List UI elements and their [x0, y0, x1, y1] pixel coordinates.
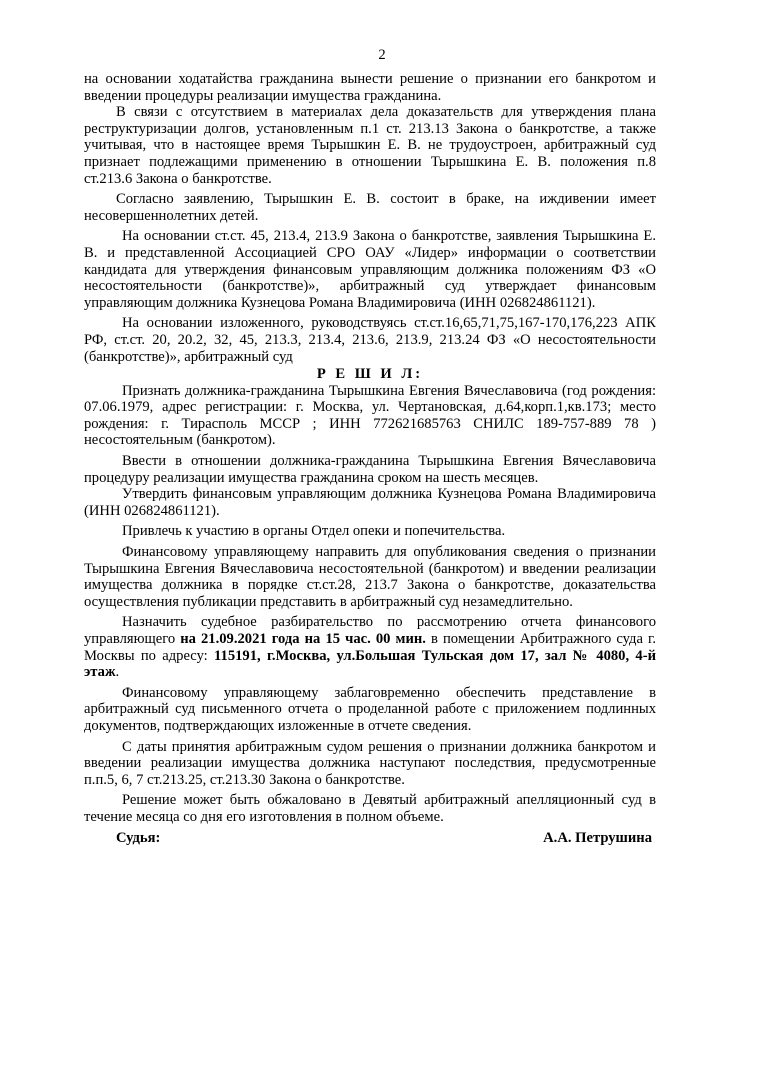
paragraph-family: Согласно заявлению, Тырышкин Е. В. состоит в браке, на иждивении имеет несовершеннолетних детей. — [84, 191, 656, 224]
paragraph-approve-manager: Утвердить финансовым управляющим должника Кузнецова Романа Владимировича (ИНН 026824861121). — [84, 486, 656, 519]
document-body — [84, 71, 656, 826]
paragraph-guardianship: Привлечь к участию в органы Отдел опеки и попечительства. — [122, 523, 506, 540]
paragraph-manager-approval: На основании ст.ст. 45, 213.4, 213.9 Закона о банкротстве, заявления Тырышкина Е. В. и представленной Ассоциацией СРО ОАУ «Лидер» информации о соответствии кандидата для утверждения финансовым управляющим должника положениям ФЗ «О несостоятельности (банкротстве)», арбитражный суд утверждает финансовым управляющим должника Кузнецова Романа Владимировича (ИНН 026824861121). — [84, 228, 656, 311]
signature-block — [116, 830, 652, 847]
paragraph-restructuring: В связи с отсутствием в материалах дела доказательств для утверждения плана реструктуризации долгов, установленным п.1 ст. 213.13 Закона о банкротстве, а также учитывая, что в настоящее время Тырышкин Е. В. не трудоустроен, арбитражный суд признает подлежащими применению в отношении Тырышкина Е. В. положения п.8 ст.213.6 Закона о банкротстве. — [84, 104, 656, 187]
paragraph-consequences: С даты принятия арбитражным судом решения о признании должника банкротом и введении реализации имущества должника наступают последствия, предусмотренные п.п.5, 6, 7 ст.213.25, ст.213.30 Закона о банкротстве. — [84, 738, 656, 788]
hearing-text-e: . — [115, 664, 120, 681]
paragraph-declare-bankrupt: Признать должника-гражданина Тырышкина Евгения Вячеславовича (год рождения: 07.06.1979, адрес регистрации: г. Москва, ул. Чертановская, д.64,корп.1,кв.173; место рождения: г. Тирасполь МССР ; ИНН 772621685763 СНИЛС 189-757-889 78 ) несостоятельным (банкротом). — [84, 382, 656, 449]
paragraph-publication: Финансовому управляющему направить для опубликования сведения о признании Тырышкина Евгения Вячеславовича несостоятельной (банкротом) и введении реализации имущества должника в порядке ст.ст.28, 213.7 Закона о банкротстве, доказательства осуществления публикации представить в арбитражный суд незамедлительно. — [84, 544, 656, 610]
resolved-heading: Р Е Ш И Л: — [316, 366, 424, 383]
paragraph-hearing — [84, 614, 656, 680]
paragraph-introduce-procedure: Ввести в отношении должника-гражданина Тырышкина Евгения Вячеславовича процедуру реализации имущества гражданина сроком на шесть месяцев. — [84, 453, 656, 486]
hearing-text-c: в помещении Арбитражного суда г. Москвы по адресу: — [84, 631, 656, 664]
hearing-text-a: Назначить судебное разбирательство по рассмотрению отчета финансового управляющего — [84, 614, 656, 647]
page-number: 2 — [378, 47, 386, 63]
paragraph-intro: на основании ходатайства гражданина вынести решение о признании его банкротом и введении процедуры реализации имущества гражданина. — [84, 71, 656, 104]
hearing-address: 115191, г.Москва, ул.Большая Тульская дом 17, зал № 4080, 4-й этаж — [84, 647, 656, 681]
hearing-date: на 21.09.2021 года на 15 час. 00 мин. — [180, 631, 426, 647]
judge-name: А.А. Петрушина — [543, 830, 652, 846]
judge-label: Судья: — [116, 830, 161, 846]
paragraph-appeal: Решение может быть обжаловано в Девятый арбитражный апелляционный суд в течение месяца со дня его изготовления в полном объеме. — [84, 792, 656, 825]
paragraph-report: Финансовому управляющему заблаговременно обеспечить представление в арбитражный суд письменного отчета о проделанной работе с приложением подлинных документов, подтверждающих изложенные в отчете сведения. — [84, 684, 656, 734]
paragraph-legal-basis: На основании изложенного, руководствуясь ст.ст.16,65,71,75,167-170,176,223 АПК РФ, ст.ст. 20, 20.2, 32, 45, 213.3, 213.4, 213.6, 213.9, 213.24 ФЗ «О несостоятельности (банкротстве)», арбитражный суд — [84, 315, 656, 365]
